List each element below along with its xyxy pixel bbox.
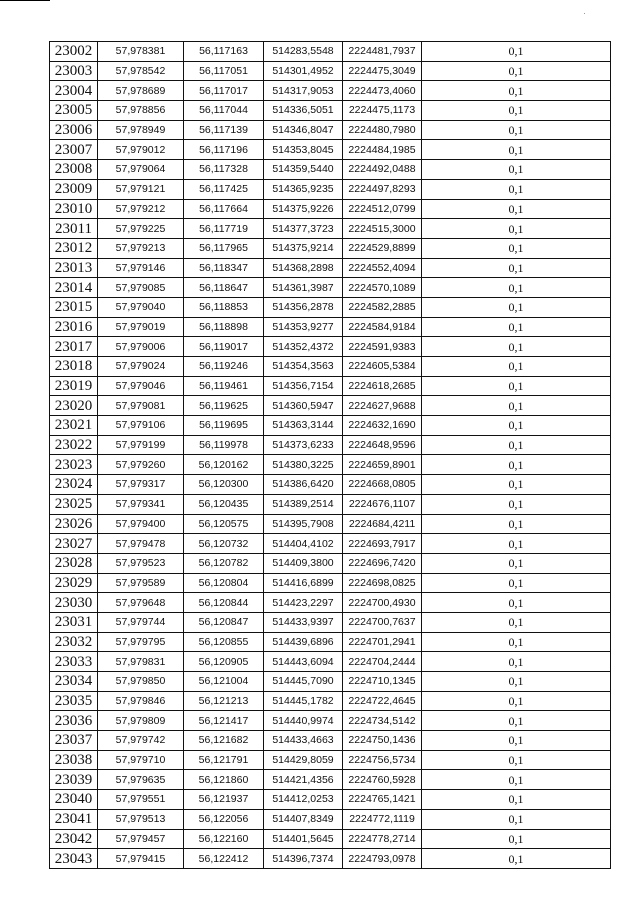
table-row bbox=[50, 238, 611, 258]
longitude-cell: 56,118898 bbox=[184, 317, 264, 337]
accuracy-cell: 0,1 bbox=[422, 494, 611, 514]
table-row bbox=[50, 553, 611, 573]
accuracy-cell: 0,1 bbox=[422, 573, 611, 593]
table-row bbox=[50, 317, 611, 337]
accuracy-cell: 0,1 bbox=[422, 475, 611, 495]
point-number: 23025 bbox=[50, 494, 98, 514]
accuracy-cell: 0,1 bbox=[422, 652, 611, 672]
x-coordinate-cell: 514353,9277 bbox=[264, 317, 343, 337]
x-coordinate-cell: 514401,5645 bbox=[264, 829, 343, 849]
table-row bbox=[50, 337, 611, 357]
point-number: 23003 bbox=[50, 61, 98, 81]
longitude-cell: 56,121682 bbox=[184, 731, 264, 751]
accuracy-cell: 0,1 bbox=[422, 770, 611, 790]
table-row bbox=[50, 435, 611, 455]
point-number: 23039 bbox=[50, 770, 98, 790]
accuracy-cell: 0,1 bbox=[422, 612, 611, 632]
latitude-cell: 57,979710 bbox=[98, 750, 184, 770]
y-coordinate-cell: 2224484,1985 bbox=[343, 140, 422, 160]
longitude-cell: 56,120300 bbox=[184, 475, 264, 495]
point-number: 23016 bbox=[50, 317, 98, 337]
top-edge-line bbox=[0, 0, 50, 1]
y-coordinate-cell: 2224475,3049 bbox=[343, 61, 422, 81]
accuracy-cell: 0,1 bbox=[422, 120, 611, 140]
point-number: 23009 bbox=[50, 179, 98, 199]
x-coordinate-cell: 514363,3144 bbox=[264, 416, 343, 436]
latitude-cell: 57,979809 bbox=[98, 711, 184, 731]
longitude-cell: 56,117425 bbox=[184, 179, 264, 199]
longitude-cell: 56,117017 bbox=[184, 81, 264, 101]
y-coordinate-cell: 2224676,1107 bbox=[343, 494, 422, 514]
table-row bbox=[50, 81, 611, 101]
longitude-cell: 56,117965 bbox=[184, 238, 264, 258]
y-coordinate-cell: 2224668,0805 bbox=[343, 475, 422, 495]
table-row bbox=[50, 160, 611, 180]
accuracy-cell: 0,1 bbox=[422, 357, 611, 377]
point-number: 23020 bbox=[50, 396, 98, 416]
x-coordinate-cell: 514353,8045 bbox=[264, 140, 343, 160]
longitude-cell: 56,120905 bbox=[184, 652, 264, 672]
point-number: 23010 bbox=[50, 199, 98, 219]
x-coordinate-cell: 514354,3563 bbox=[264, 357, 343, 377]
latitude-cell: 57,979341 bbox=[98, 494, 184, 514]
y-coordinate-cell: 2224473,4060 bbox=[343, 81, 422, 101]
x-coordinate-cell: 514445,1782 bbox=[264, 691, 343, 711]
point-number: 23002 bbox=[50, 42, 98, 62]
latitude-cell: 57,979744 bbox=[98, 612, 184, 632]
table-row bbox=[50, 42, 611, 62]
latitude-cell: 57,978856 bbox=[98, 101, 184, 121]
x-coordinate-cell: 514423,2297 bbox=[264, 593, 343, 613]
table-row bbox=[50, 770, 611, 790]
accuracy-cell: 0,1 bbox=[422, 317, 611, 337]
accuracy-cell: 0,1 bbox=[422, 42, 611, 62]
point-number: 23017 bbox=[50, 337, 98, 357]
y-coordinate-cell: 2224659,8901 bbox=[343, 455, 422, 475]
point-number: 23036 bbox=[50, 711, 98, 731]
y-coordinate-cell: 2224618,2685 bbox=[343, 376, 422, 396]
y-coordinate-cell: 2224778,2714 bbox=[343, 829, 422, 849]
longitude-cell: 56,120804 bbox=[184, 573, 264, 593]
table-row bbox=[50, 416, 611, 436]
point-number: 23035 bbox=[50, 691, 98, 711]
latitude-cell: 57,978381 bbox=[98, 42, 184, 62]
y-coordinate-cell: 2224700,7637 bbox=[343, 612, 422, 632]
accuracy-cell: 0,1 bbox=[422, 278, 611, 298]
longitude-cell: 56,120732 bbox=[184, 534, 264, 554]
y-coordinate-cell: 2224552,4094 bbox=[343, 258, 422, 278]
table-row bbox=[50, 849, 611, 869]
x-coordinate-cell: 514361,3987 bbox=[264, 278, 343, 298]
accuracy-cell: 0,1 bbox=[422, 691, 611, 711]
longitude-cell: 56,120162 bbox=[184, 455, 264, 475]
longitude-cell: 56,117719 bbox=[184, 219, 264, 239]
point-number: 23032 bbox=[50, 632, 98, 652]
longitude-cell: 56,117196 bbox=[184, 140, 264, 160]
point-number: 23033 bbox=[50, 652, 98, 672]
latitude-cell: 57,979199 bbox=[98, 435, 184, 455]
x-coordinate-cell: 514433,4663 bbox=[264, 731, 343, 751]
table-row bbox=[50, 61, 611, 81]
accuracy-cell: 0,1 bbox=[422, 750, 611, 770]
point-number: 23004 bbox=[50, 81, 98, 101]
table-row bbox=[50, 475, 611, 495]
table-row bbox=[50, 750, 611, 770]
table-row bbox=[50, 534, 611, 554]
accuracy-cell: 0,1 bbox=[422, 711, 611, 731]
latitude-cell: 57,979121 bbox=[98, 179, 184, 199]
accuracy-cell: 0,1 bbox=[422, 435, 611, 455]
latitude-cell: 57,979146 bbox=[98, 258, 184, 278]
latitude-cell: 57,979457 bbox=[98, 829, 184, 849]
accuracy-cell: 0,1 bbox=[422, 514, 611, 534]
latitude-cell: 57,979415 bbox=[98, 849, 184, 869]
x-coordinate-cell: 514440,9974 bbox=[264, 711, 343, 731]
y-coordinate-cell: 2224648,9596 bbox=[343, 435, 422, 455]
latitude-cell: 57,978949 bbox=[98, 120, 184, 140]
y-coordinate-cell: 2224475,1173 bbox=[343, 101, 422, 121]
y-coordinate-cell: 2224765,1421 bbox=[343, 790, 422, 810]
point-number: 23037 bbox=[50, 731, 98, 751]
longitude-cell: 56,121791 bbox=[184, 750, 264, 770]
y-coordinate-cell: 2224570,1089 bbox=[343, 278, 422, 298]
longitude-cell: 56,120782 bbox=[184, 553, 264, 573]
point-number: 23008 bbox=[50, 160, 98, 180]
table-row bbox=[50, 278, 611, 298]
table-row bbox=[50, 809, 611, 829]
longitude-cell: 56,122160 bbox=[184, 829, 264, 849]
latitude-cell: 57,979213 bbox=[98, 238, 184, 258]
x-coordinate-cell: 514389,2514 bbox=[264, 494, 343, 514]
x-coordinate-cell: 514445,7090 bbox=[264, 672, 343, 692]
accuracy-cell: 0,1 bbox=[422, 238, 611, 258]
latitude-cell: 57,979648 bbox=[98, 593, 184, 613]
latitude-cell: 57,979742 bbox=[98, 731, 184, 751]
latitude-cell: 57,979012 bbox=[98, 140, 184, 160]
table-row bbox=[50, 731, 611, 751]
longitude-cell: 56,119978 bbox=[184, 435, 264, 455]
longitude-cell: 56,117051 bbox=[184, 61, 264, 81]
latitude-cell: 57,979006 bbox=[98, 337, 184, 357]
table-row bbox=[50, 829, 611, 849]
accuracy-cell: 0,1 bbox=[422, 219, 611, 239]
point-number: 23007 bbox=[50, 140, 98, 160]
latitude-cell: 57,979635 bbox=[98, 770, 184, 790]
y-coordinate-cell: 2224497,8293 bbox=[343, 179, 422, 199]
y-coordinate-cell: 2224760,5928 bbox=[343, 770, 422, 790]
longitude-cell: 56,120847 bbox=[184, 612, 264, 632]
coordinates-table-body bbox=[50, 42, 611, 869]
point-number: 23043 bbox=[50, 849, 98, 869]
longitude-cell: 56,121417 bbox=[184, 711, 264, 731]
accuracy-cell: 0,1 bbox=[422, 534, 611, 554]
y-coordinate-cell: 2224722,4645 bbox=[343, 691, 422, 711]
x-coordinate-cell: 514352,4372 bbox=[264, 337, 343, 357]
accuracy-cell: 0,1 bbox=[422, 553, 611, 573]
y-coordinate-cell: 2224605,5384 bbox=[343, 357, 422, 377]
x-coordinate-cell: 514377,3723 bbox=[264, 219, 343, 239]
accuracy-cell: 0,1 bbox=[422, 593, 611, 613]
point-number: 23038 bbox=[50, 750, 98, 770]
latitude-cell: 57,979795 bbox=[98, 632, 184, 652]
x-coordinate-cell: 514404,4102 bbox=[264, 534, 343, 554]
longitude-cell: 56,119461 bbox=[184, 376, 264, 396]
table-row bbox=[50, 258, 611, 278]
point-number: 23005 bbox=[50, 101, 98, 121]
x-coordinate-cell: 514416,6899 bbox=[264, 573, 343, 593]
longitude-cell: 56,121213 bbox=[184, 691, 264, 711]
x-coordinate-cell: 514336,5051 bbox=[264, 101, 343, 121]
y-coordinate-cell: 2224515,3000 bbox=[343, 219, 422, 239]
point-number: 23023 bbox=[50, 455, 98, 475]
accuracy-cell: 0,1 bbox=[422, 416, 611, 436]
latitude-cell: 57,979478 bbox=[98, 534, 184, 554]
accuracy-cell: 0,1 bbox=[422, 376, 611, 396]
point-number: 23021 bbox=[50, 416, 98, 436]
table-row bbox=[50, 357, 611, 377]
y-coordinate-cell: 2224512,0799 bbox=[343, 199, 422, 219]
longitude-cell: 56,118347 bbox=[184, 258, 264, 278]
table-row bbox=[50, 179, 611, 199]
latitude-cell: 57,979260 bbox=[98, 455, 184, 475]
table-row bbox=[50, 691, 611, 711]
coordinates-table bbox=[49, 41, 611, 869]
longitude-cell: 56,121004 bbox=[184, 672, 264, 692]
accuracy-cell: 0,1 bbox=[422, 61, 611, 81]
table-row bbox=[50, 593, 611, 613]
latitude-cell: 57,979831 bbox=[98, 652, 184, 672]
x-coordinate-cell: 514356,2878 bbox=[264, 297, 343, 317]
table-row bbox=[50, 494, 611, 514]
latitude-cell: 57,978542 bbox=[98, 61, 184, 81]
longitude-cell: 56,119017 bbox=[184, 337, 264, 357]
x-coordinate-cell: 514433,9397 bbox=[264, 612, 343, 632]
longitude-cell: 56,122412 bbox=[184, 849, 264, 869]
accuracy-cell: 0,1 bbox=[422, 258, 611, 278]
y-coordinate-cell: 2224632,1690 bbox=[343, 416, 422, 436]
table-row bbox=[50, 711, 611, 731]
longitude-cell: 56,117328 bbox=[184, 160, 264, 180]
y-coordinate-cell: 2224772,1119 bbox=[343, 809, 422, 829]
y-coordinate-cell: 2224698,0825 bbox=[343, 573, 422, 593]
x-coordinate-cell: 514301,4952 bbox=[264, 61, 343, 81]
x-coordinate-cell: 514407,8349 bbox=[264, 809, 343, 829]
y-coordinate-cell: 2224710,1345 bbox=[343, 672, 422, 692]
y-coordinate-cell: 2224693,7917 bbox=[343, 534, 422, 554]
latitude-cell: 57,979019 bbox=[98, 317, 184, 337]
latitude-cell: 57,978689 bbox=[98, 81, 184, 101]
y-coordinate-cell: 2224627,9688 bbox=[343, 396, 422, 416]
x-coordinate-cell: 514359,5440 bbox=[264, 160, 343, 180]
y-coordinate-cell: 2224684,4211 bbox=[343, 514, 422, 534]
x-coordinate-cell: 514396,7374 bbox=[264, 849, 343, 869]
x-coordinate-cell: 514375,9226 bbox=[264, 199, 343, 219]
longitude-cell: 56,121937 bbox=[184, 790, 264, 810]
accuracy-cell: 0,1 bbox=[422, 849, 611, 869]
point-number: 23031 bbox=[50, 612, 98, 632]
point-number: 23015 bbox=[50, 297, 98, 317]
x-coordinate-cell: 514360,5947 bbox=[264, 396, 343, 416]
point-number: 23029 bbox=[50, 573, 98, 593]
longitude-cell: 56,120575 bbox=[184, 514, 264, 534]
x-coordinate-cell: 514283,5548 bbox=[264, 42, 343, 62]
table-row bbox=[50, 632, 611, 652]
latitude-cell: 57,979046 bbox=[98, 376, 184, 396]
longitude-cell: 56,122056 bbox=[184, 809, 264, 829]
y-coordinate-cell: 2224481,7937 bbox=[343, 42, 422, 62]
longitude-cell: 56,119246 bbox=[184, 357, 264, 377]
longitude-cell: 56,118647 bbox=[184, 278, 264, 298]
y-coordinate-cell: 2224701,2941 bbox=[343, 632, 422, 652]
longitude-cell: 56,117163 bbox=[184, 42, 264, 62]
accuracy-cell: 0,1 bbox=[422, 199, 611, 219]
x-coordinate-cell: 514421,4356 bbox=[264, 770, 343, 790]
accuracy-cell: 0,1 bbox=[422, 396, 611, 416]
y-coordinate-cell: 2224584,9184 bbox=[343, 317, 422, 337]
accuracy-cell: 0,1 bbox=[422, 632, 611, 652]
point-number: 23022 bbox=[50, 435, 98, 455]
point-number: 23042 bbox=[50, 829, 98, 849]
latitude-cell: 57,979400 bbox=[98, 514, 184, 534]
y-coordinate-cell: 2224750,1436 bbox=[343, 731, 422, 751]
accuracy-cell: 0,1 bbox=[422, 731, 611, 751]
table-row bbox=[50, 297, 611, 317]
x-coordinate-cell: 514368,2898 bbox=[264, 258, 343, 278]
table-row bbox=[50, 652, 611, 672]
point-number: 23030 bbox=[50, 593, 98, 613]
point-number: 23027 bbox=[50, 534, 98, 554]
table-row bbox=[50, 790, 611, 810]
longitude-cell: 56,117044 bbox=[184, 101, 264, 121]
latitude-cell: 57,979064 bbox=[98, 160, 184, 180]
accuracy-cell: 0,1 bbox=[422, 455, 611, 475]
x-coordinate-cell: 514373,6233 bbox=[264, 435, 343, 455]
x-coordinate-cell: 514443,6094 bbox=[264, 652, 343, 672]
table-row bbox=[50, 573, 611, 593]
x-coordinate-cell: 514395,7908 bbox=[264, 514, 343, 534]
x-coordinate-cell: 514317,9053 bbox=[264, 81, 343, 101]
accuracy-cell: 0,1 bbox=[422, 790, 611, 810]
y-coordinate-cell: 2224696,7420 bbox=[343, 553, 422, 573]
latitude-cell: 57,979106 bbox=[98, 416, 184, 436]
accuracy-cell: 0,1 bbox=[422, 337, 611, 357]
table-row bbox=[50, 672, 611, 692]
accuracy-cell: 0,1 bbox=[422, 160, 611, 180]
longitude-cell: 56,117664 bbox=[184, 199, 264, 219]
point-number: 23019 bbox=[50, 376, 98, 396]
point-number: 23012 bbox=[50, 238, 98, 258]
table-row bbox=[50, 396, 611, 416]
latitude-cell: 57,979212 bbox=[98, 199, 184, 219]
x-coordinate-cell: 514429,8059 bbox=[264, 750, 343, 770]
point-number: 23014 bbox=[50, 278, 98, 298]
scan-speck bbox=[584, 13, 585, 14]
longitude-cell: 56,118853 bbox=[184, 297, 264, 317]
table-row bbox=[50, 219, 611, 239]
x-coordinate-cell: 514439,6896 bbox=[264, 632, 343, 652]
latitude-cell: 57,979551 bbox=[98, 790, 184, 810]
x-coordinate-cell: 514380,3225 bbox=[264, 455, 343, 475]
table-row bbox=[50, 455, 611, 475]
x-coordinate-cell: 514409,3800 bbox=[264, 553, 343, 573]
longitude-cell: 56,119625 bbox=[184, 396, 264, 416]
longitude-cell: 56,120855 bbox=[184, 632, 264, 652]
y-coordinate-cell: 2224734,5142 bbox=[343, 711, 422, 731]
accuracy-cell: 0,1 bbox=[422, 829, 611, 849]
accuracy-cell: 0,1 bbox=[422, 101, 611, 121]
point-number: 23013 bbox=[50, 258, 98, 278]
accuracy-cell: 0,1 bbox=[422, 297, 611, 317]
longitude-cell: 56,117139 bbox=[184, 120, 264, 140]
y-coordinate-cell: 2224492,0488 bbox=[343, 160, 422, 180]
latitude-cell: 57,979850 bbox=[98, 672, 184, 692]
table-row bbox=[50, 120, 611, 140]
longitude-cell: 56,121860 bbox=[184, 770, 264, 790]
latitude-cell: 57,979040 bbox=[98, 297, 184, 317]
y-coordinate-cell: 2224529,8899 bbox=[343, 238, 422, 258]
y-coordinate-cell: 2224704,2444 bbox=[343, 652, 422, 672]
latitude-cell: 57,979085 bbox=[98, 278, 184, 298]
latitude-cell: 57,979024 bbox=[98, 357, 184, 377]
latitude-cell: 57,979317 bbox=[98, 475, 184, 495]
accuracy-cell: 0,1 bbox=[422, 140, 611, 160]
table-row bbox=[50, 376, 611, 396]
point-number: 23024 bbox=[50, 475, 98, 495]
y-coordinate-cell: 2224700,4930 bbox=[343, 593, 422, 613]
latitude-cell: 57,979846 bbox=[98, 691, 184, 711]
latitude-cell: 57,979523 bbox=[98, 553, 184, 573]
table-row bbox=[50, 514, 611, 534]
point-number: 23028 bbox=[50, 553, 98, 573]
longitude-cell: 56,120435 bbox=[184, 494, 264, 514]
table-row bbox=[50, 199, 611, 219]
x-coordinate-cell: 514365,9235 bbox=[264, 179, 343, 199]
accuracy-cell: 0,1 bbox=[422, 81, 611, 101]
accuracy-cell: 0,1 bbox=[422, 672, 611, 692]
table-row bbox=[50, 612, 611, 632]
latitude-cell: 57,979513 bbox=[98, 809, 184, 829]
table-row bbox=[50, 140, 611, 160]
y-coordinate-cell: 2224756,5734 bbox=[343, 750, 422, 770]
latitude-cell: 57,979225 bbox=[98, 219, 184, 239]
point-number: 23041 bbox=[50, 809, 98, 829]
x-coordinate-cell: 514346,8047 bbox=[264, 120, 343, 140]
longitude-cell: 56,120844 bbox=[184, 593, 264, 613]
x-coordinate-cell: 514375,9214 bbox=[264, 238, 343, 258]
y-coordinate-cell: 2224591,9383 bbox=[343, 337, 422, 357]
point-number: 23026 bbox=[50, 514, 98, 534]
point-number: 23011 bbox=[50, 219, 98, 239]
table-row bbox=[50, 101, 611, 121]
point-number: 23034 bbox=[50, 672, 98, 692]
point-number: 23018 bbox=[50, 357, 98, 377]
point-number: 23006 bbox=[50, 120, 98, 140]
y-coordinate-cell: 2224582,2885 bbox=[343, 297, 422, 317]
latitude-cell: 57,979589 bbox=[98, 573, 184, 593]
point-number: 23040 bbox=[50, 790, 98, 810]
accuracy-cell: 0,1 bbox=[422, 809, 611, 829]
x-coordinate-cell: 514356,7154 bbox=[264, 376, 343, 396]
longitude-cell: 56,119695 bbox=[184, 416, 264, 436]
latitude-cell: 57,979081 bbox=[98, 396, 184, 416]
y-coordinate-cell: 2224793,0978 bbox=[343, 849, 422, 869]
x-coordinate-cell: 514386,6420 bbox=[264, 475, 343, 495]
x-coordinate-cell: 514412,0253 bbox=[264, 790, 343, 810]
accuracy-cell: 0,1 bbox=[422, 179, 611, 199]
y-coordinate-cell: 2224480,7980 bbox=[343, 120, 422, 140]
